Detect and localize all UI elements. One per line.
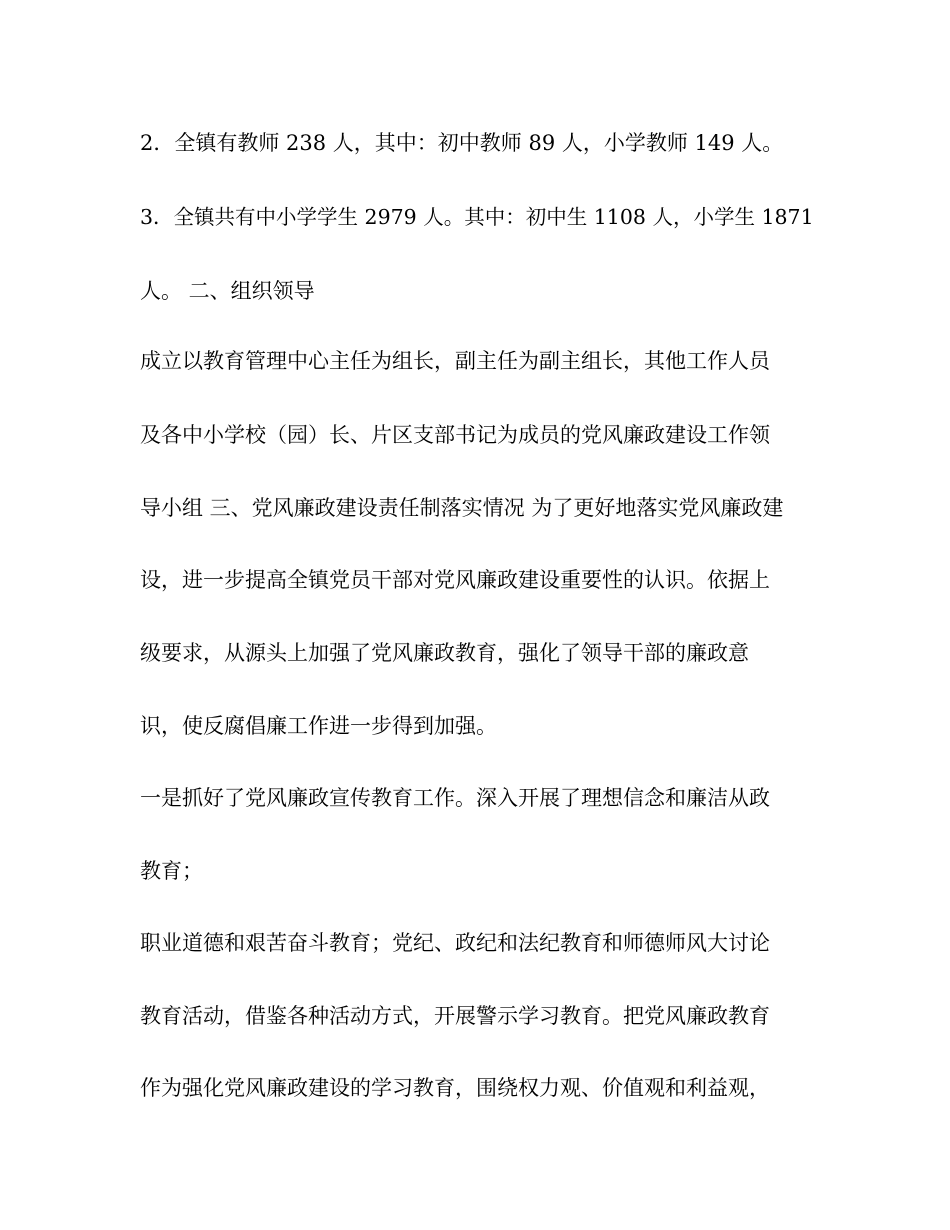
text-line: 作为强化党风廉政建设的学习教育，围绕权力观、价值观和利益观， <box>140 1076 770 1100</box>
text-line: 识，使反腐倡廉工作进一步得到加强。 <box>140 714 497 738</box>
text-line: 教育活动，借鉴各种活动方式，开展警示学习教育。把党风廉政教育 <box>140 1004 770 1028</box>
text-line: 成立以教育管理中心主任为组长，副主任为副主组长，其他工作人员 <box>140 349 770 373</box>
text-line: 人。 二、组织领导 <box>140 279 315 303</box>
text-line: 一是抓好了党风廉政宣传教育工作。深入开展了理想信念和廉洁从政 <box>140 786 770 810</box>
text-line: 职业道德和艰苦奋斗教育；党纪、政纪和法纪教育和师德师风大讨论 <box>140 931 770 955</box>
text-line: 2．全镇有教师 238 人，其中：初中教师 89 人，小学教师 149 人。 <box>140 131 784 155</box>
text-line: 3．全镇共有中小学学生 2979 人。其中：初中生 1108 人，小学生 1871 <box>140 205 814 229</box>
text-line: 教育； <box>140 859 203 883</box>
text-line: 设，进一步提高全镇党员干部对党风廉政建设重要性的认识。依据上 <box>140 568 770 592</box>
text-line: 导小组 三、党风廉政建设责任制落实情况 为了更好地落实党风廉政建 <box>140 496 784 520</box>
text-line: 级要求，从源头上加强了党风廉政教育，强化了领导干部的廉政意 <box>140 641 749 665</box>
text-line: 及各中小学校（园）长、片区支部书记为成员的党风廉政建设工作领 <box>140 423 770 447</box>
